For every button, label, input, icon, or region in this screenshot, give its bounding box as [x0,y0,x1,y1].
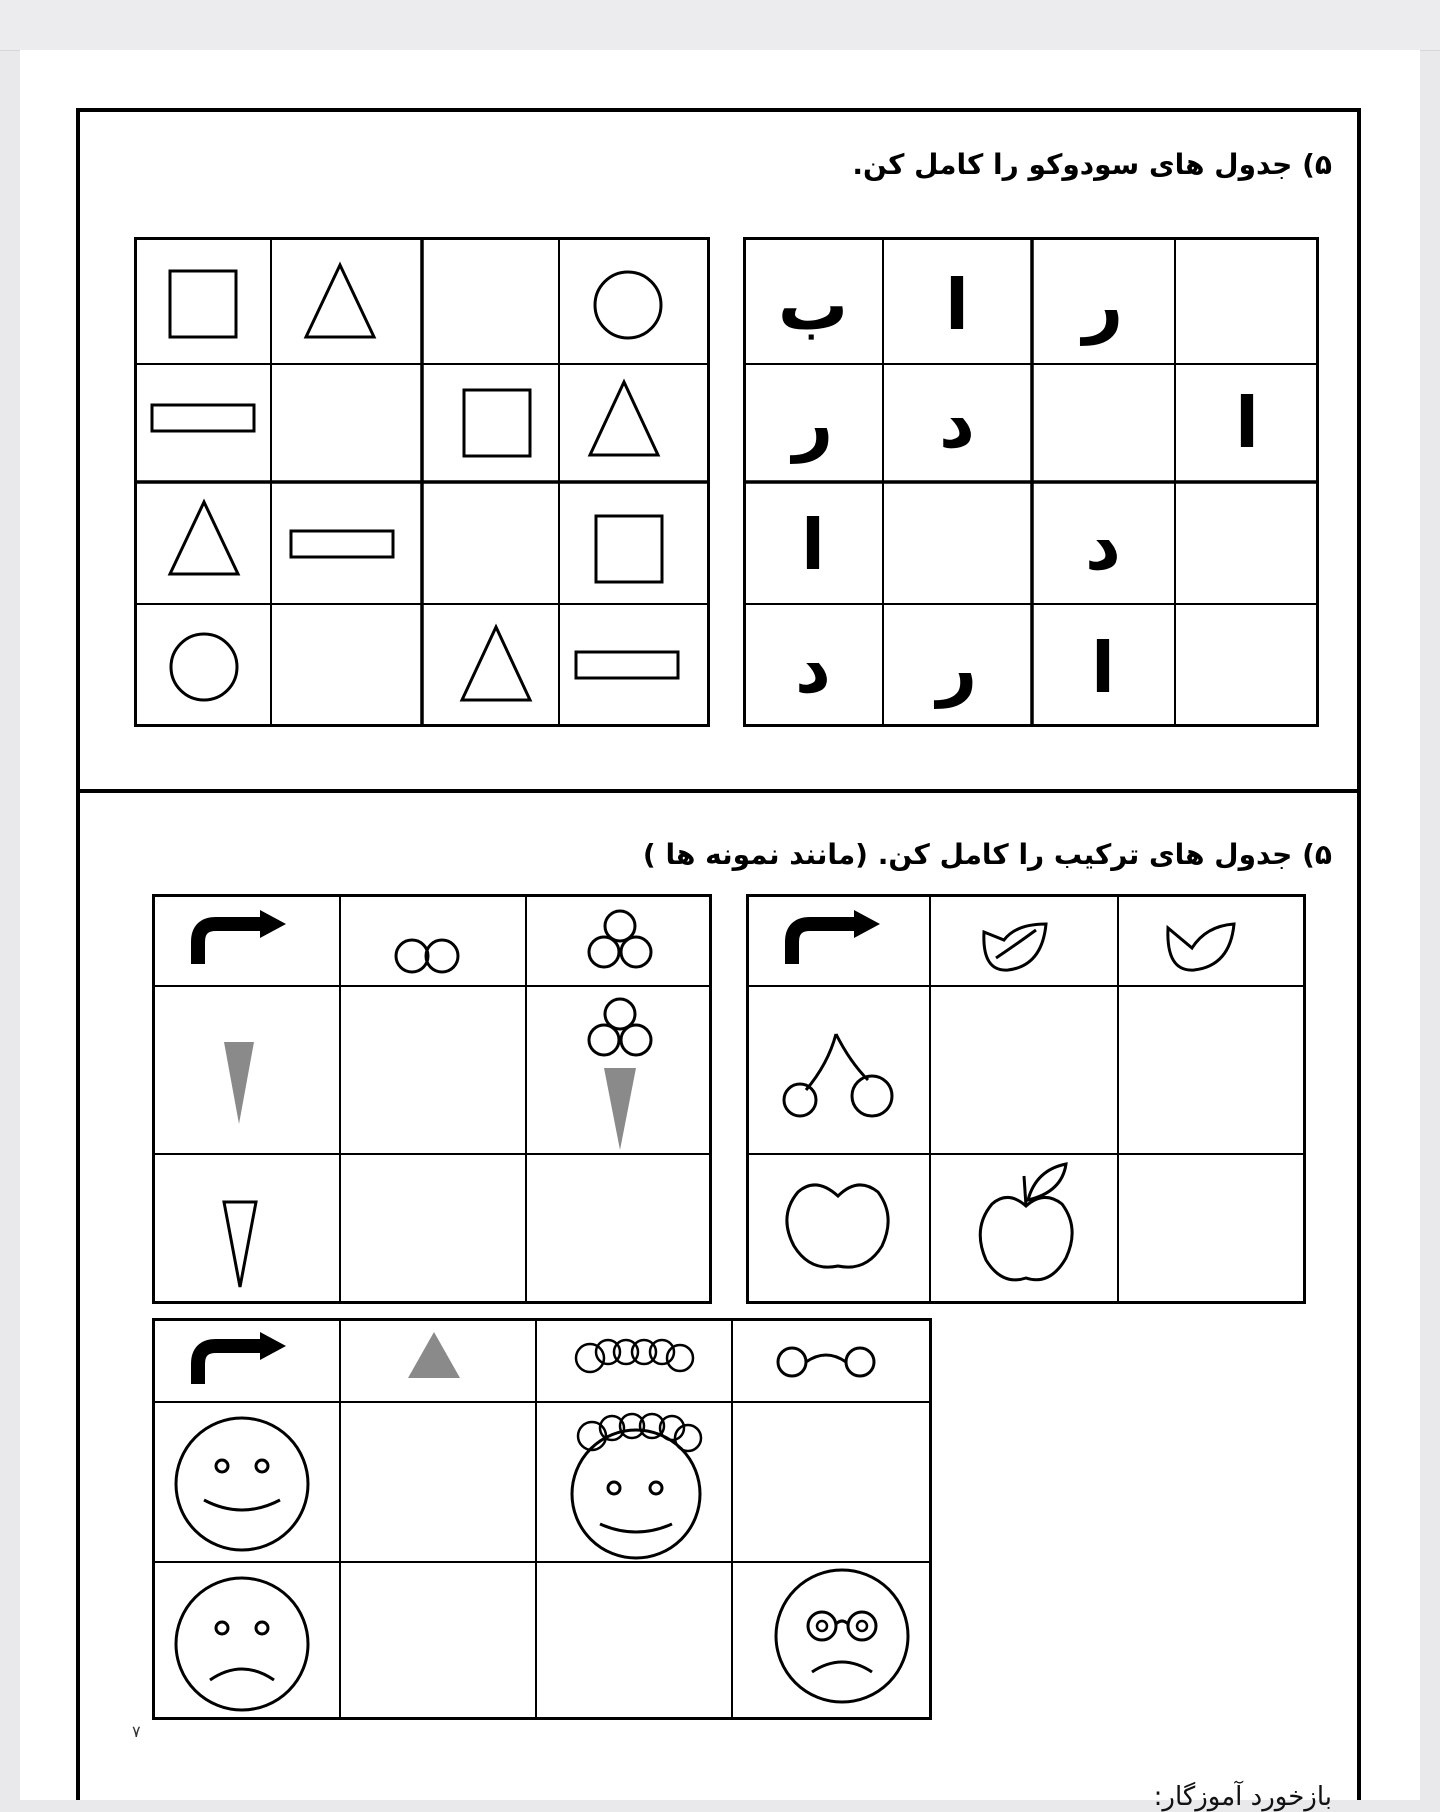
leaf-outline-icon [1168,924,1234,970]
sudoku-letter: ا [1091,627,1115,709]
sad-face-icon [176,1578,308,1710]
combination-question-title: ۵) جدول های ترکیب را کامل کن. (مانند نمونه ها ) [642,838,1332,871]
three-scoop-gray-cone-icon [589,999,651,1150]
triangle-icon [170,502,238,574]
triangle-icon [306,265,374,337]
sudoku-question-title: ۵) جدول های سودوکو را کامل کن. [852,148,1332,181]
combo-fruit-grid [746,894,1306,1304]
apple-no-leaf-icon [787,1185,888,1267]
apple-with-leaf-icon [980,1164,1072,1280]
page-number: ۷ [132,1722,141,1741]
square-icon [596,516,662,582]
rectangle-icon [152,405,254,431]
arrow-icon [198,1332,286,1384]
sudoku-letter: ر [936,627,978,709]
sudoku-letter: ب [777,264,849,346]
triangle-icon [590,382,658,455]
section-divider [76,789,1361,793]
sudoku-letter: د [795,627,831,709]
circle-icon [171,634,237,700]
sudoku-letter: ر [1082,264,1124,346]
rectangle-icon [576,652,678,678]
sudoku-letter: ر [792,382,834,464]
gray-triangle-icon [408,1332,460,1378]
browser-top-bar [0,0,1440,51]
sudoku-shapes-grid [134,237,710,727]
leaf-icon [984,924,1046,970]
white-cone-icon [224,1202,256,1287]
square-icon [464,390,530,456]
gray-cone-icon [224,1042,254,1124]
combo-faces-grid [152,1318,932,1720]
smiling-face-icon [176,1418,308,1550]
sudoku-letters-grid [743,237,1319,727]
square-icon [170,271,236,337]
glasses-icon [778,1348,874,1376]
combo-icecream-grid [152,894,712,1304]
teacher-feedback-label: بازخورد آموزگار: [1153,1782,1332,1812]
sad-face-glasses-icon [776,1570,908,1702]
sudoku-letter: ا [1235,382,1259,464]
rectangle-icon [291,531,393,557]
three-scoops-icon [589,911,651,967]
smiling-face-curly-hair-icon [572,1414,701,1558]
two-scoops-icon [396,940,458,972]
triangle-icon [462,627,530,700]
sudoku-letter: ا [945,264,969,346]
sudoku-letter: ا [801,504,825,586]
sudoku-letter: د [1085,504,1121,586]
cherries-icon [784,1034,892,1116]
sudoku-letter: د [939,382,975,464]
arrow-icon [792,910,880,964]
curly-hair-icon [576,1340,693,1372]
arrow-icon [198,910,286,964]
circle-icon [595,272,661,338]
